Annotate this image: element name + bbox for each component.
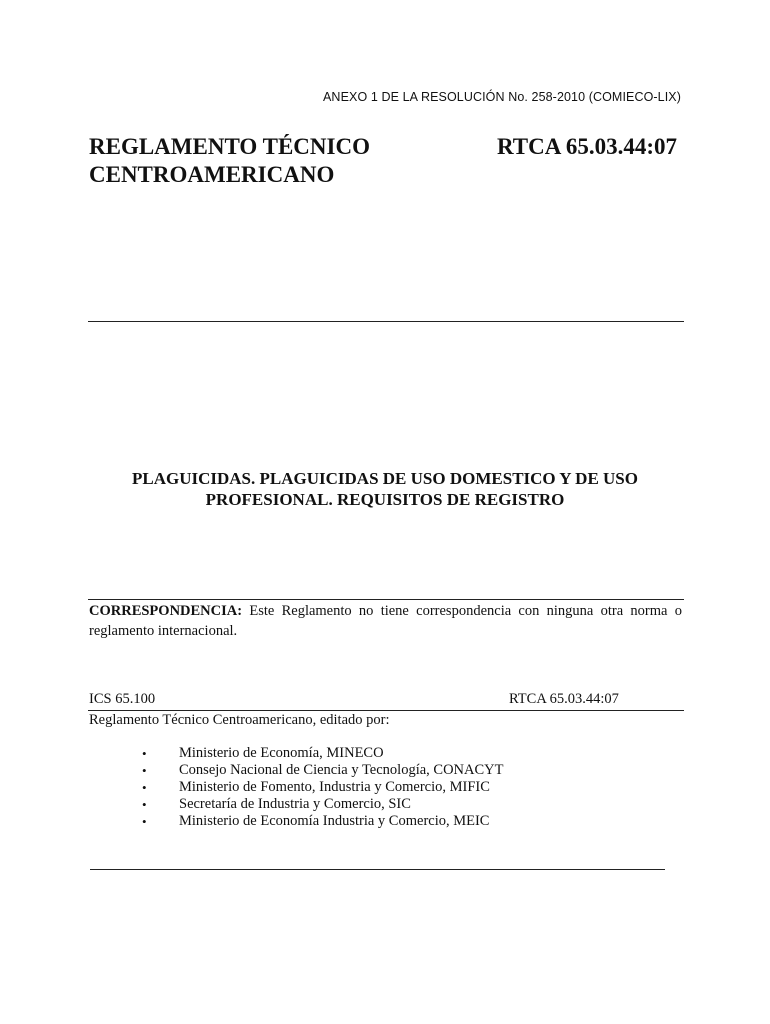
ministry-name: Ministerio de Economía Industria y Comercio, MEIC — [179, 813, 490, 829]
ministry-list — [141, 745, 504, 830]
edited-by-line: Reglamento Técnico Centroamericano, editado por: — [89, 712, 390, 728]
list-item — [141, 813, 504, 830]
ministry-name: Consejo Nacional de Ciencia y Tecnología, CONACYT — [179, 762, 504, 778]
correspondence-text: Este Reglamento no tiene correspondencia con ninguna otra norma o reglamento internacional. — [89, 603, 682, 639]
bullet-icon: • — [142, 746, 147, 761]
regulation-title-line-1: REGLAMENTO TÉCNICO — [89, 134, 370, 159]
footer-regulation-code: RTCA 65.03.44:07 — [509, 691, 619, 707]
document-title-line-2: PROFESIONAL. REQUISITOS DE REGISTRO — [205, 490, 565, 509]
ministry-name: Ministerio de Economía, MINECO — [179, 745, 384, 761]
divider-bottom — [90, 869, 665, 870]
list-item — [141, 762, 504, 779]
divider-ics — [88, 710, 684, 711]
list-item — [141, 745, 504, 762]
bullet-icon: • — [142, 780, 147, 795]
regulation-code: RTCA 65.03.44:07 — [496, 134, 677, 159]
bullet-icon: • — [142, 797, 147, 812]
list-item — [141, 779, 504, 796]
regulation-title — [89, 133, 370, 189]
bullet-icon: • — [142, 763, 147, 778]
annex-heading: ANEXO 1 DE LA RESOLUCIÓN No. 258-2010 (COMIECO-LIX) — [323, 90, 681, 104]
list-item — [141, 796, 504, 813]
document-title-line-1: PLAGUICIDAS. PLAGUICIDAS DE USO DOMESTICO Y DE USO — [132, 469, 638, 488]
bullet-icon: • — [142, 814, 147, 829]
regulation-title-line-2: CENTROAMERICANO — [89, 162, 335, 187]
divider-top — [88, 321, 684, 322]
correspondence-paragraph — [89, 601, 682, 641]
correspondence-label: CORRESPONDENCIA: — [89, 603, 243, 619]
ministry-name: Secretaría de Industria y Comercio, SIC — [179, 796, 411, 812]
divider-correspondence — [88, 599, 684, 600]
ministry-name: Ministerio de Fomento, Industria y Comercio, MIFIC — [179, 779, 490, 795]
ics-code: ICS 65.100 — [89, 691, 156, 707]
document-title — [100, 468, 670, 510]
